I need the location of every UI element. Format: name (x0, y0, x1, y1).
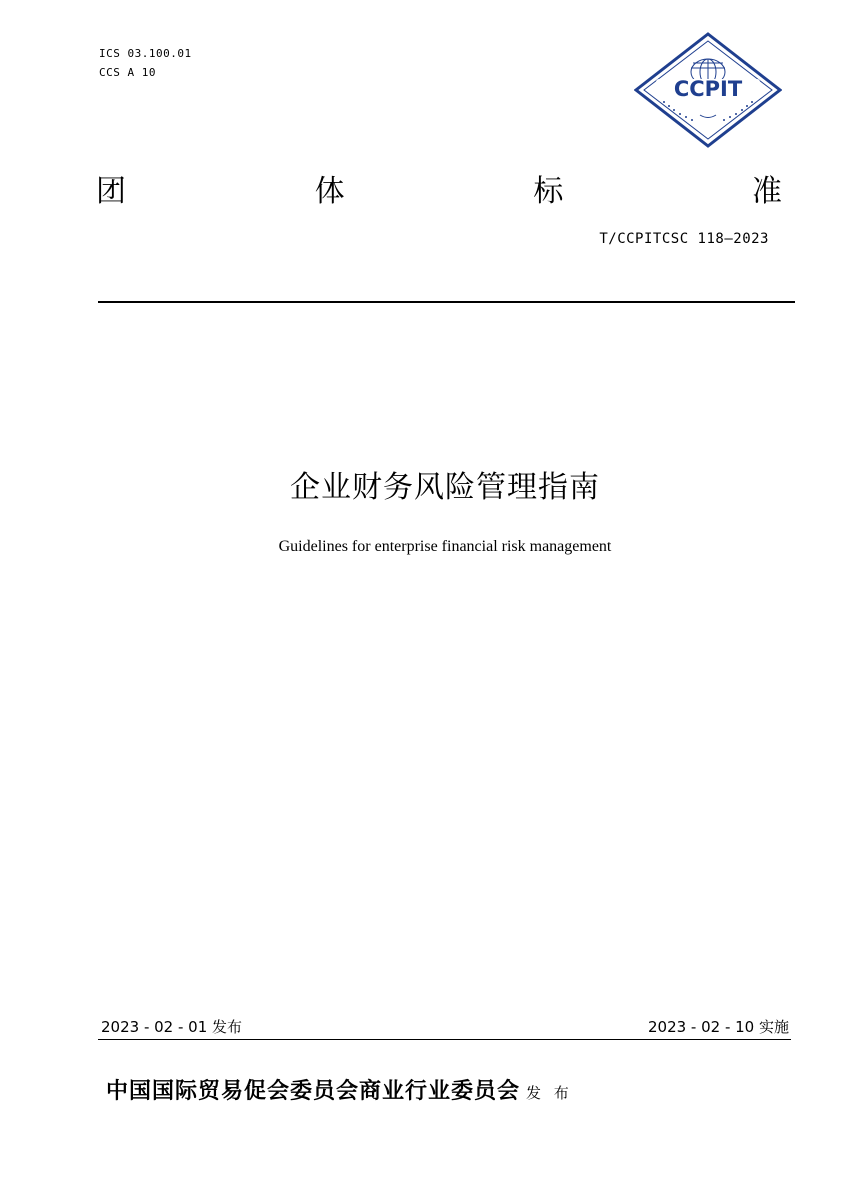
standard-type-char: 体 (314, 174, 345, 209)
logo-text: CCPIT (673, 77, 743, 101)
title-english: Guidelines for enterprise financial risk management (278, 538, 612, 555)
standard-number: T/CCPITCSC 118—2023 (599, 231, 769, 247)
ccpit-globe-logo-icon (634, 32, 782, 148)
standard-type-char: 团 (96, 174, 126, 209)
issuer-suffix: 发 布 (526, 1084, 573, 1102)
ccs-code: CCS A 10 (99, 66, 156, 79)
ics-code: ICS 03.100.01 (99, 47, 192, 60)
classification-codes (99, 44, 192, 82)
bottom-divider (98, 1039, 791, 1040)
title-chinese: 企业财务风险管理指南 (290, 470, 600, 505)
publish-date: 2023 - 02 - 01 发布 (101, 1018, 243, 1036)
issuer-name: 中国国际贸易促会委员会商业行业委员会 (106, 1079, 521, 1104)
issuer-line (106, 1074, 573, 1105)
standard-type-char: 标 (533, 174, 564, 209)
top-divider (98, 301, 795, 303)
standard-type-char: 准 (751, 174, 782, 209)
implement-date: 2023 - 02 - 10 实施 (647, 1018, 789, 1036)
standard-type (96, 166, 782, 209)
